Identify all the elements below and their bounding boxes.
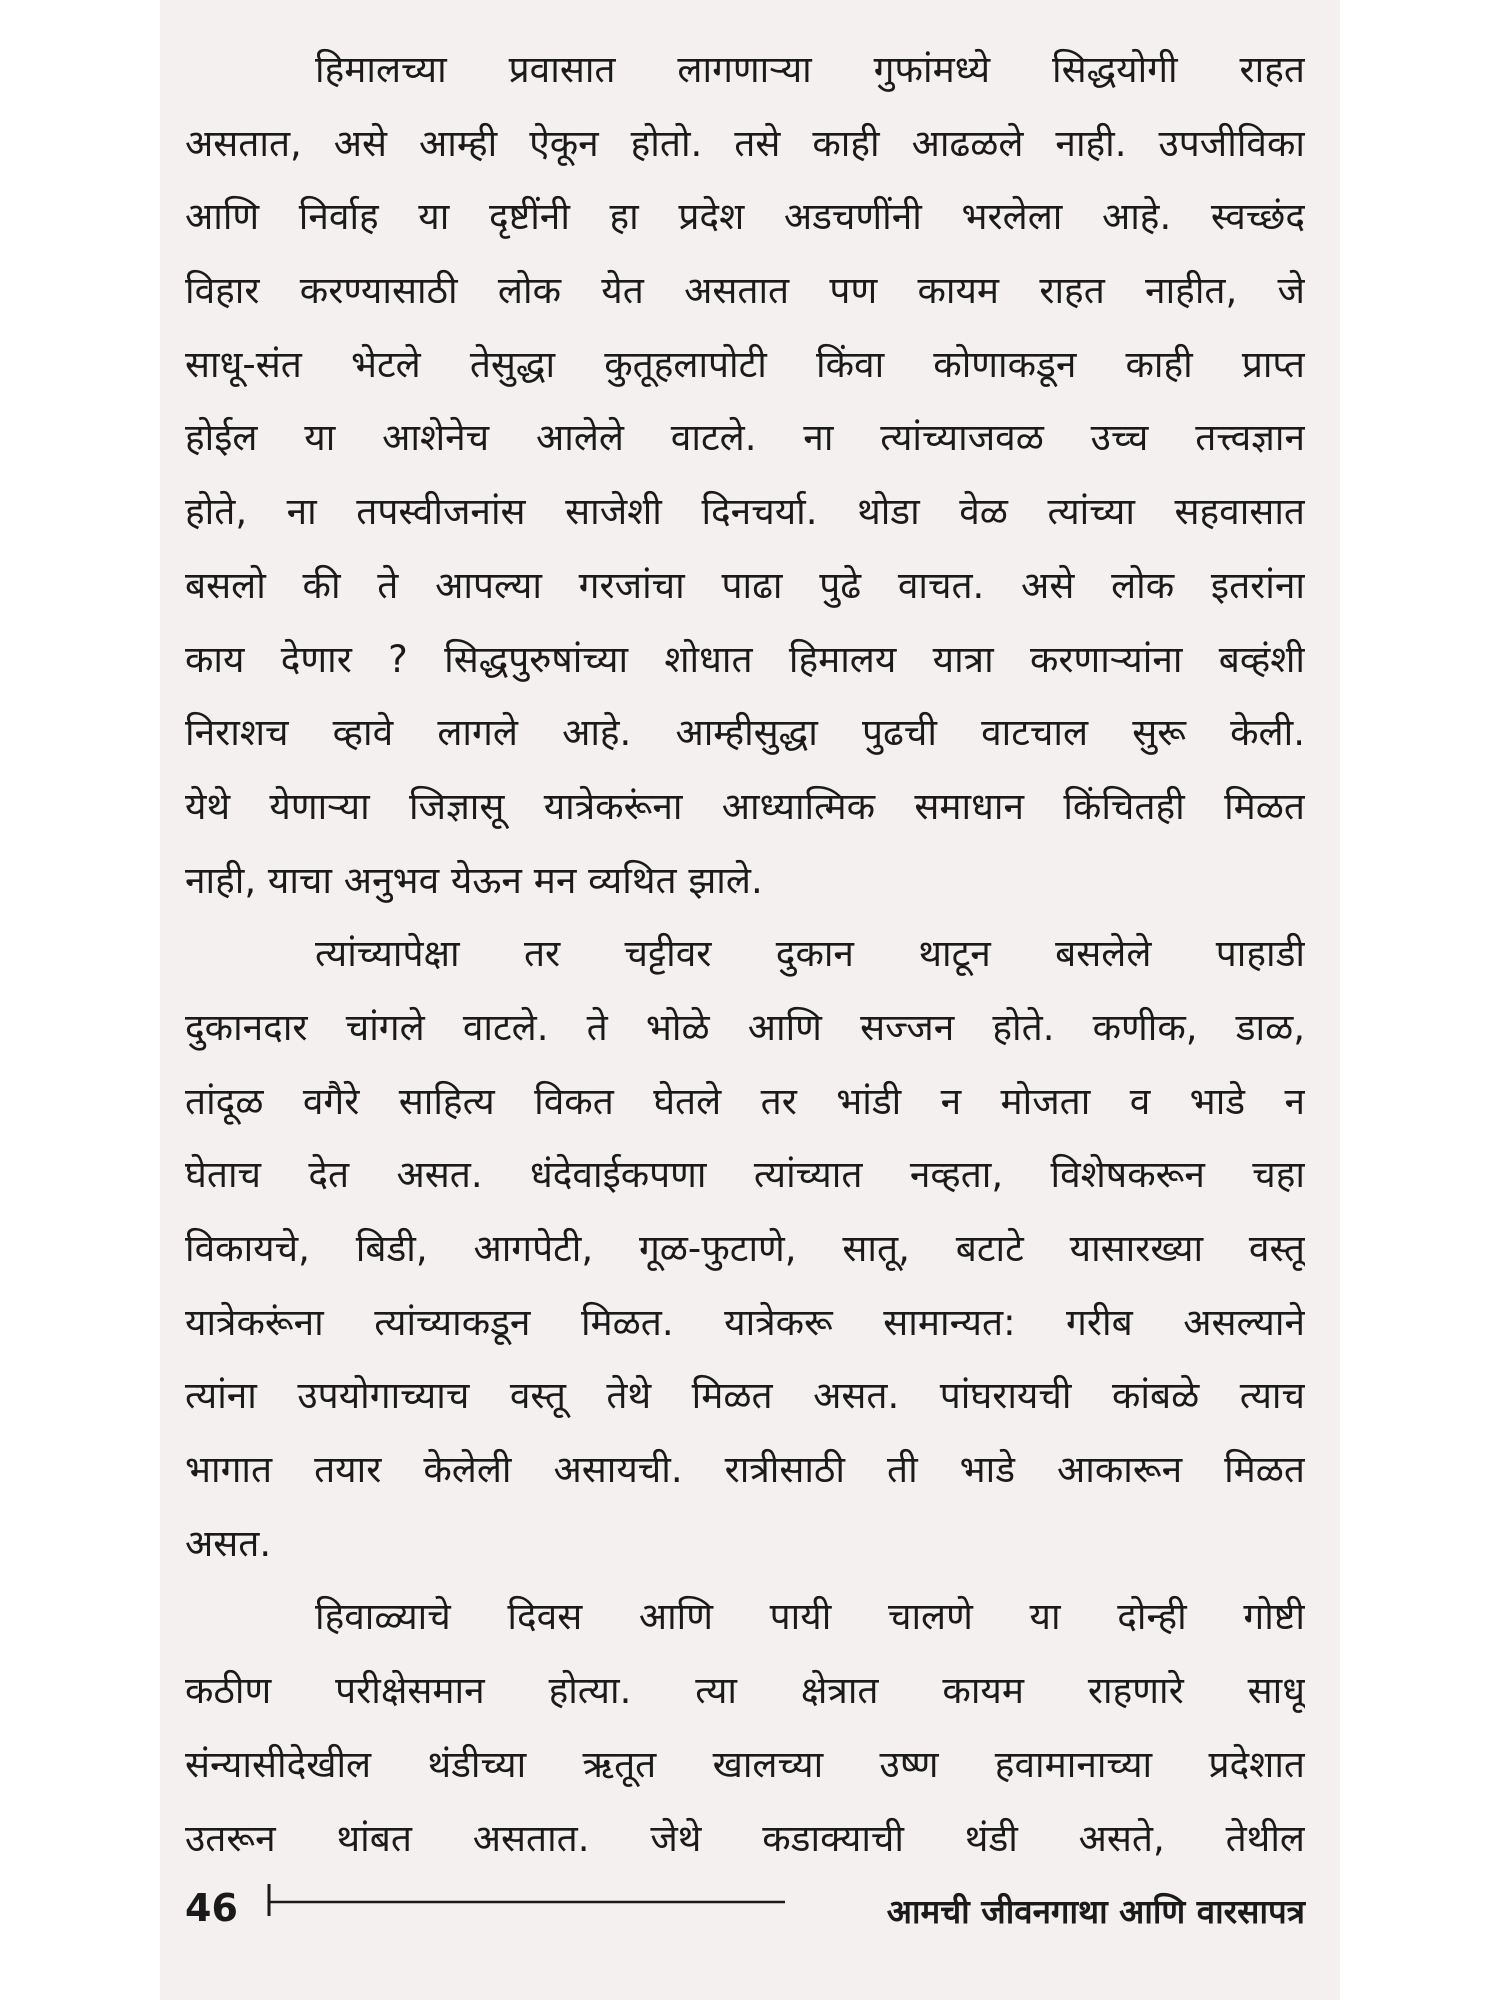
text-line: बसलो की ते आपल्या गरजांचा पाढा पुढे वाचत. असे लोक इतरांना [185,563,1305,607]
page-footer [185,1880,1305,1940]
text-line: कठीण परीक्षेसमान होत्या. त्या क्षेत्रात कायम राहणारे साधू [185,1669,1305,1713]
text-line: दुकानदार चांगले वाटले. ते भोळे आणि सज्जन होते. कणीक, डाळ, [185,1005,1305,1049]
text-line: निराशच व्हावे लागले आहे. आम्हीसुद्धा पुढची वाटचाल सुरू केली. [185,711,1305,755]
text-line: तांदूळ वगैरे साहित्य विकत घेतले तर भांडी न मोजता व भाडे न [185,1079,1305,1123]
text-line: हिमालच्या प्रवासात लागणाऱ्या गुफांमध्ये सिद्धयोगी राहत [315,48,1305,91]
book-title: आमची जीवनगाथा आणि वारसापत्र [886,1892,1305,1931]
text-line: हिवाळ्याचे दिवस आणि पायी चालणे या दोन्ही गोष्टी [315,1595,1305,1639]
text-line: काय देणार ? सिद्धपुरुषांच्या शोधात हिमालय यात्रा करणाऱ्यांना बव्हंशी [185,637,1305,681]
text-line: होईल या आशेनेच आलेले वाटले. ना त्यांच्याजवळ उच्च तत्त्वज्ञान [185,416,1305,460]
text-line: त्यांच्यापेक्षा तर चट्टीवर दुकान थाटून बसलेले पाहाडी [315,932,1305,976]
footer-rule [255,1880,795,1928]
text-line: विहार करण्यासाठी लोक येत असतात पण कायम राहत नाहीत, जे [185,269,1305,313]
text-line: असत. [185,1521,272,1565]
text-line: येथे येणाऱ्या जिज्ञासू यात्रेकरूंना आध्यात्मिक समाधान किंचितही मिळत [185,784,1305,828]
body-text [185,33,1305,1875]
text-line: असतात, असे आम्ही ऐकून होतो. तसे काही आढळले नाही. उपजीविका [185,121,1305,165]
text-line: विकायचे, बिडी, आगपेटी, गूळ-फुटाणे, सातू, बटाटे यासारख्या वस्तू [185,1227,1305,1270]
text-line: त्यांना उपयोगाच्याच वस्तू तेथे मिळत असत. पांघरायची कांबळे त्याच [185,1374,1305,1418]
text-line: आणि निर्वाह या दृष्टींनी हा प्रदेश अडचणींनी भरलेला आहे. स्वच्छंद [185,195,1305,239]
text-line: साधू-संत भेटले तेसुद्धा कुतूहलापोटी किंवा कोणाकडून काही प्राप्त [185,342,1305,386]
text-line: भागात तयार केलेली असायची. रात्रीसाठी ती भाडे आकारून मिळत [185,1448,1305,1492]
text-line: संन्यासीदेखील थंडीच्या ऋतूत खालच्या उष्ण हवामानाच्या प्रदेशात [185,1742,1305,1786]
text-line: यात्रेकरूंना त्यांच्याकडून मिळत. यात्रेकरू सामान्यत: गरीब असल्याने [185,1300,1305,1344]
text-line: घेताच देत असत. धंदेवाईकपणा त्यांच्यात नव्हता, विशेषकरून चहा [185,1153,1305,1197]
text-line: नाही, याचा अनुभव येऊन मन व्यथित झाले. [185,858,763,902]
text-line: होते, ना तपस्वीजनांस साजेशी दिनचर्या. थोडा वेळ त्यांच्या सहवासात [185,490,1305,534]
book-page [160,0,1340,2000]
text-line: उतरून थांबत असतात. जेथे कडाक्याची थंडी असते, तेथील [185,1816,1305,1860]
page-number: 46 [185,1886,238,1930]
